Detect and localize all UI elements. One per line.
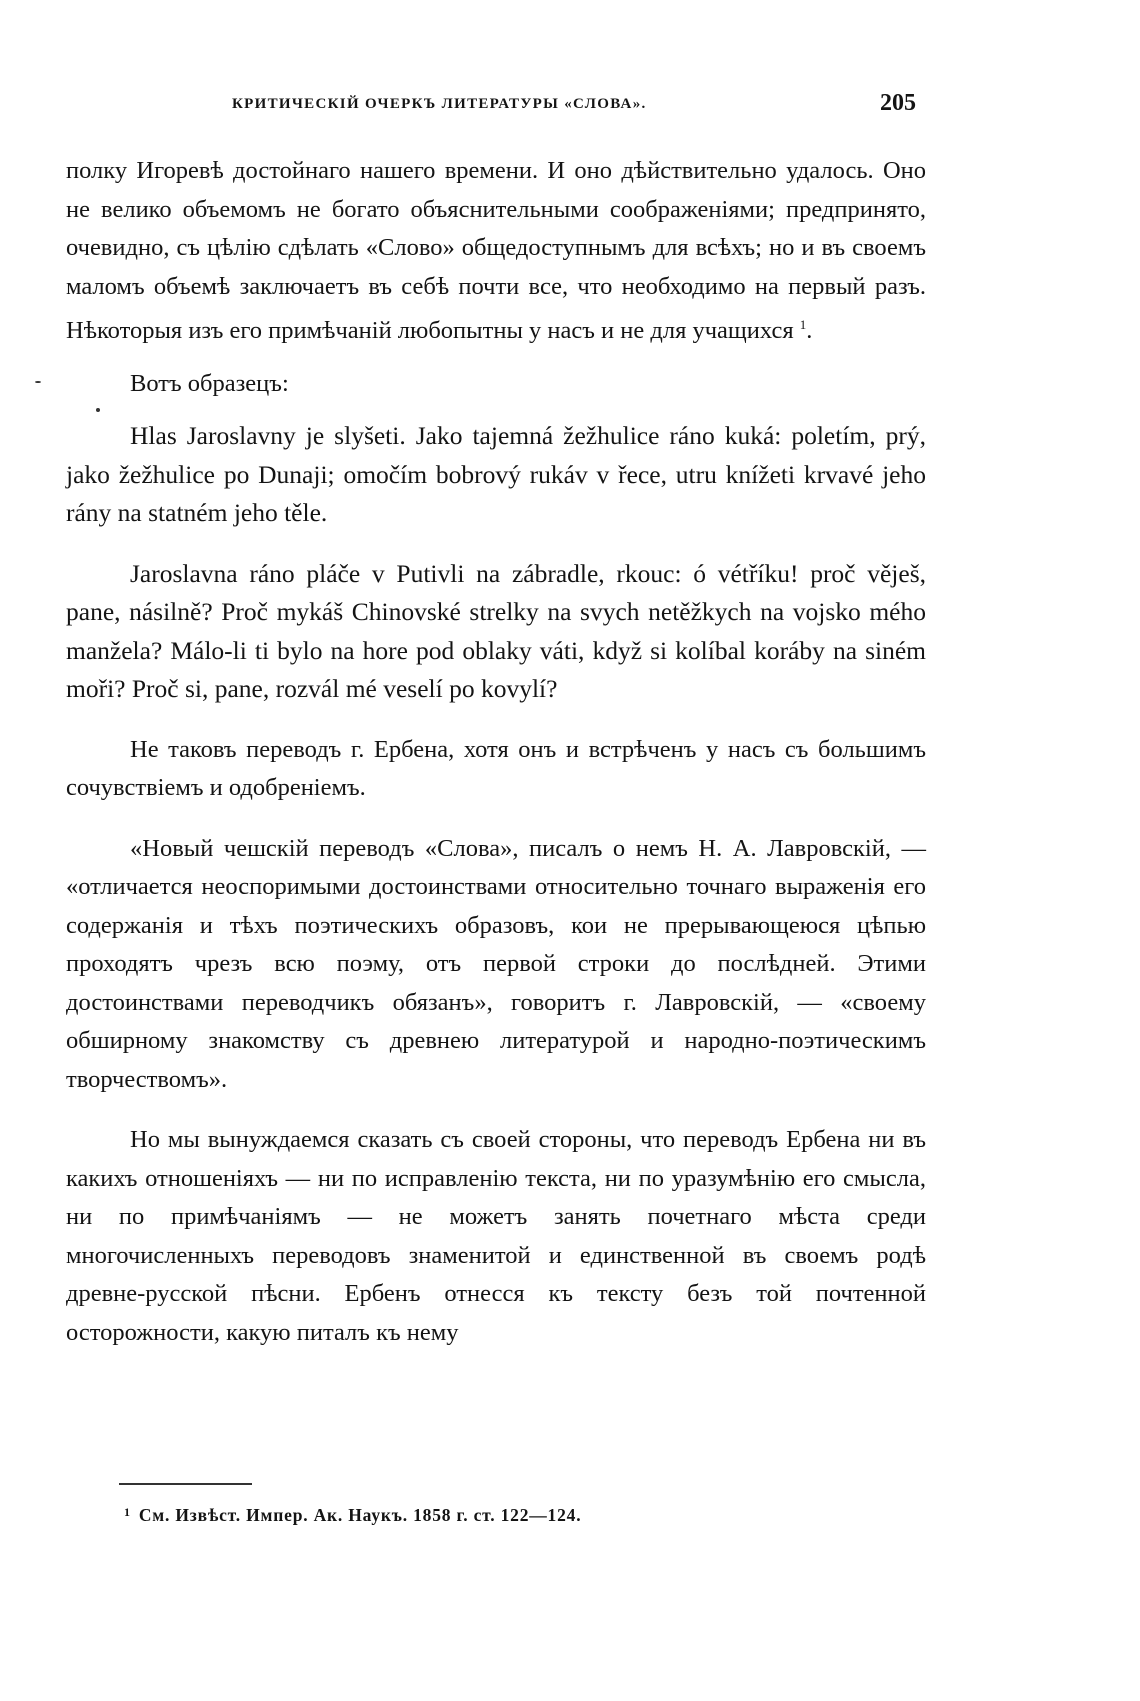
footnote <box>124 1505 924 1526</box>
paragraph-7: Но мы вынуждаемся сказать съ своей стороны, что переводъ Ербена ни въ какихъ отношеніяхъ — ни по исправленію текста, ни по уразумѣнію его смысла, ни по примѣчаніямъ — не можетъ занять почетнаго мѣста среди многочисленныхъ переводовъ знаменитой и единственной въ своемъ родѣ древне-русской пѣсни. Ербенъ отнесся къ тексту безъ той почтенной осторожности, какую питалъ къ нему <box>66 1126 926 1346</box>
paragraph-1-text: полку Игоревѣ достойнаго нашего времени. И оно дѣйствительно удалось. Оно не велико объемомъ не богато объяснительными соображеніями; предпринято, очевидно, съ цѣлію сдѣлать «Слово» общедоступнымъ для всѣхъ; но и въ своемъ маломъ объемѣ заключаетъ въ себѣ почти все, что необходимо на первый разъ. Нѣкоторыя изъ его примѣчаній любопытны у насъ и не для учащихся <box>66 157 926 344</box>
paragraph-2: Вотъ образецъ: <box>130 369 289 397</box>
paragraph-5: Не таковъ переводъ г. Ербена, хотя онъ и встрѣченъ у насъ съ большимъ сочувствіемъ и одобреніемъ. <box>66 735 926 801</box>
paragraph-1: полку Игоревѣ достойнаго нашего времени. И оно дѣйствительно удалось. Оно не велико объемомъ не богато объяснительными соображеніями; предпринято, очевидно, съ цѣлію сдѣлать «Слово» общедоступнымъ для всѣхъ; но и въ своемъ маломъ объемѣ заключаетъ въ себѣ почти все, что необходимо на первый разъ. Нѣкоторыя изъ его примѣчаній любопытны у насъ и не для учащихся $^1$. <box>66 157 926 344</box>
footnote-mark: 1 <box>124 1505 131 1519</box>
footnote-ref: 1 <box>799 317 807 332</box>
paragraph-6: «Новый чешскій переводъ «Слова», писалъ о немъ Н. А. Лавровскій, — «отличается неоспоримыми достоинствами относительно точнаго выраженія его содержанія и тѣхъ поэтическихъ образовъ, кои не прерывающеюся цѣпью проходятъ чрезъ всю поэму, отъ первой строки до послѣдней. Этими достоинствами переводчикъ обязанъ», говоритъ г. Лавровскій, — «своему обширному знакомству съ древнею литературой и народно-поэтическимъ творчествомъ». <box>66 834 926 1093</box>
print-speck <box>96 408 100 412</box>
footnote-rule <box>119 1483 252 1485</box>
footnote-text: См. Извѣст. Импер. Ак. Наукъ. 1858 г. ст. 122—124. <box>138 1505 582 1525</box>
page-number: 205 <box>880 90 916 116</box>
running-head: КРИТИЧЕСКІЙ ОЧЕРКЪ ЛИТЕРАТУРЫ «СЛОВА». <box>232 96 647 112</box>
czech-quote-1: Hlas Jaroslavny je slyšeti. Jako tajemná žežhulice ráno kuká: poletím, prý, jako žežhulice po Dunaji; omočím bobrový rukáv v řece, utru knížeti krvavé jeho rány na statném jeho těle. <box>66 421 926 527</box>
page-header <box>0 90 1140 126</box>
czech-quote-2: Jaroslavna ráno pláče v Putivli na zábradle, rkouc: ó vétříku! proč věješ, pane, násilně? Proč mykáš Chinovské strelky na svych netěžkych na vojsko mého manžela? Málo-li ti bylo na hore pod oblaky váti, když si kolíbal koráby na siném moři? Proč si, pane, rozvál mé veselí po kovylí? <box>66 558 926 703</box>
body-text <box>66 152 926 1352</box>
print-speck <box>35 381 41 383</box>
